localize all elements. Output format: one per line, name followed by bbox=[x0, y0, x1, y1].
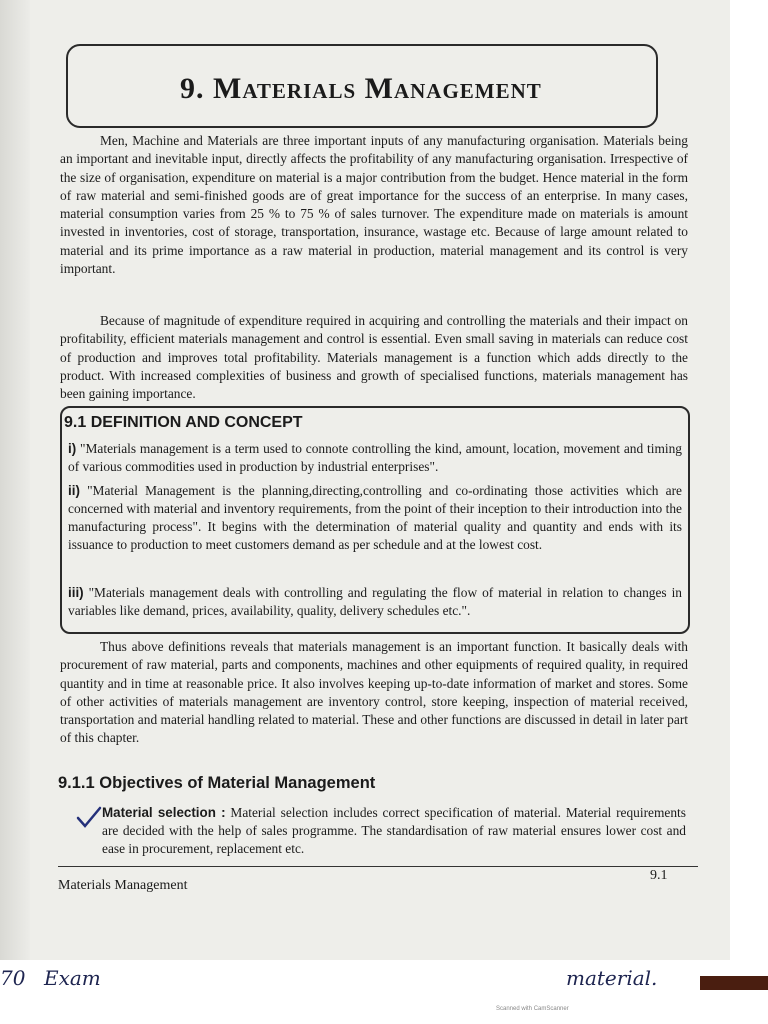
subsection-heading: 9.1.1 Objectives of Material Management bbox=[58, 774, 376, 792]
definition-text: "Material Management is the planning,directing,controlling and co-ordinating those activities which are concerned with material and inventory requirements, from the point of their inception to their introduction into the manufacturing process". It begins with the determination of material quality and quantity and ends with its issuance to production to meet customers demand as per schedule and at the lowest cost. bbox=[68, 483, 682, 552]
definition-number: iii) bbox=[68, 585, 84, 600]
objective-text: Material selection includes correct specification of material. Material requirements are decided with the help of sales programme. The standardisation of raw material ensures lower cost and ease in procurement, replacement etc. bbox=[102, 805, 686, 856]
objective-label: Material selection : bbox=[102, 805, 226, 820]
intro-paragraph-1: Men, Machine and Materials are three important inputs of any manufacturing organisation. Materials being an important and inevitable input, directly affects the profitability of any manufacturing organisation. Irrespective of the size of organisation, expenditure on material is a major contribution from the budget. Hence material in the form of raw material and semi-finished goods are of great importance for the success of an enterprise. In many cases, material consumption varies from 25 % to 75 % of sales turnover. The expenditure made on materials is amount invested in inventories, cost of storage, transportation, insurance, wastage etc. Because of large amount related to material and its prime importance as a raw material in production, material management and its control is very important. bbox=[60, 133, 688, 277]
footer-rule bbox=[58, 866, 698, 867]
definition-item bbox=[68, 482, 682, 554]
document-page bbox=[30, 0, 730, 960]
intro-paragraph-2: Because of magnitude of expenditure required in acquiring and controlling the materials and their impact on profitability, efficient materials management and control is essential. Even small saving in materials can reduce cost of production and improves total profitability. Materials management is a function which adds directly to the product. With increased complexities of business and growth of specialised functions, materials management has been gaining importance. bbox=[60, 313, 688, 402]
footer-book-title: Materials Management bbox=[58, 878, 188, 893]
handwritten-check-icon bbox=[76, 806, 102, 828]
scanner-watermark: Scanned with CamScanner bbox=[496, 1006, 569, 1012]
definition-text: "Materials management deals with controlling and regulating the flow of material in relation to changes in variables like demand, prices, availability, quality, delivery schedules etc.". bbox=[68, 585, 683, 618]
definition-text: "Materials management is a term used to connote controlling the kind, amount, location, movement and timing of various commodities used in production by industrial enterprises". bbox=[68, 441, 682, 474]
footer-page-number: 9.1 bbox=[650, 868, 668, 883]
definition-number: ii) bbox=[68, 483, 80, 498]
summary-paragraph: Thus above definitions reveals that materials management is an important function. It basically deals with procurement of raw material, parts and components, machines and other equipments of required quality, in required quantity and in time at reasonable price. It also involves keeping up-to-date information of market and stores. Some of other activities of materials management are inventory control, store keeping, inspection of material received, transportation and material handling related to material. These and other functions are discussed in detail in later part of this chapter. bbox=[60, 639, 688, 746]
page-shadow bbox=[0, 0, 30, 960]
section-heading: 9.1 DEFINITION AND CONCEPT bbox=[64, 414, 303, 431]
handwriting-note-left-2: Exam bbox=[44, 966, 101, 990]
handwriting-note-right: material. bbox=[566, 966, 658, 990]
objective-item bbox=[102, 804, 686, 858]
definition-item bbox=[68, 440, 682, 476]
definition-number: i) bbox=[68, 441, 77, 456]
background-edge bbox=[700, 976, 768, 990]
handwriting-note-left: 70 bbox=[0, 966, 26, 990]
definition-item bbox=[68, 584, 682, 620]
chapter-title: 9. Materials Management bbox=[180, 72, 542, 105]
